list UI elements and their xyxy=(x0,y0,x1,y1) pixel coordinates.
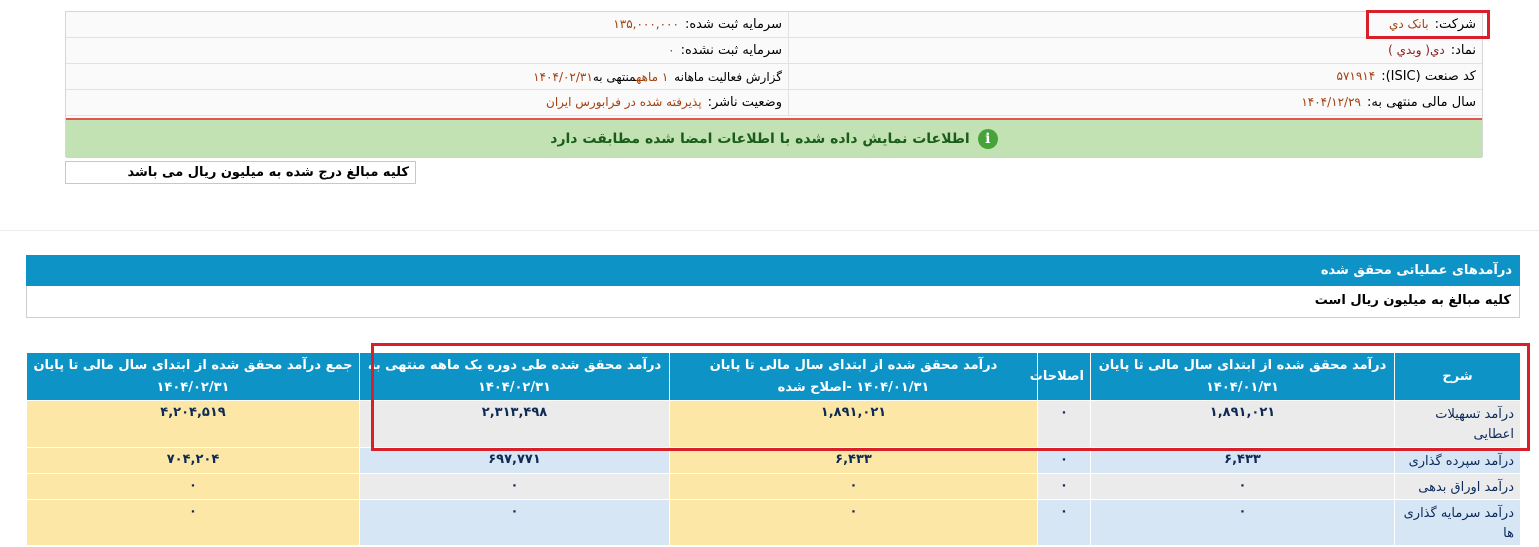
section-subtitle: کلیه مبالغ به میلیون ریال است xyxy=(26,286,1520,318)
section-divider xyxy=(0,230,1539,231)
header-revenue-adjusted: درآمد محقق شده از ابتدای سال مالی تا پایان ۱۴۰۴/۰۱/۳۱ -اصلاح شده xyxy=(670,353,1038,401)
symbol-link[interactable]: دي( وبدي ) xyxy=(1388,43,1445,57)
capital-cell xyxy=(66,12,789,38)
cell-value: ۰ xyxy=(1091,500,1395,546)
cell-value: ۰ xyxy=(27,474,360,500)
publisher-status-cell xyxy=(66,90,789,116)
cell-value: ۲,۳۱۳,۴۹۸ xyxy=(360,401,670,448)
report-cell xyxy=(66,64,789,90)
table-row xyxy=(27,500,1521,546)
cell-value: ۴,۲۰۴,۵۱۹ xyxy=(27,401,360,448)
cell-value: ۰ xyxy=(670,474,1038,500)
fiscal-year-cell xyxy=(789,90,1483,116)
cell-value: ۰ xyxy=(1038,474,1091,500)
row-description: درآمد تسهیلات اعطایی xyxy=(1395,401,1521,448)
info-icon: i xyxy=(978,129,998,149)
symbol-cell xyxy=(789,38,1483,64)
cell-value: ۶۹۷,۷۷۱ xyxy=(360,448,670,474)
table-row xyxy=(27,448,1521,474)
cell-value: ۶,۴۳۳ xyxy=(1091,448,1395,474)
row-description: درآمد سپرده گذاری xyxy=(1395,448,1521,474)
company-label: شرکت: xyxy=(1434,17,1476,32)
fiscal-year-value: ۱۴۰۴/۱۲/۲۹ xyxy=(1301,95,1361,109)
cell-value: ۰ xyxy=(1038,401,1091,448)
header-adjustments: اصلاحات xyxy=(1038,353,1091,401)
company-info-panel xyxy=(65,11,1483,157)
cell-value: ۰ xyxy=(1038,500,1091,546)
unregistered-capital-label: سرمایه ثبت نشده: xyxy=(680,43,782,58)
symbol-label: نماد: xyxy=(1450,43,1476,58)
report-date: ۱۴۰۴/۰۲/۳۱ xyxy=(533,69,593,84)
cell-value: ۰ xyxy=(670,500,1038,546)
header-revenue-one-month: درآمد محقق شده طی دوره یک ماهه منتهی به ۱۴۰۴/۰۲/۳۱ xyxy=(360,353,670,401)
report-suffix: منتهی به xyxy=(592,69,637,84)
isic-cell xyxy=(789,64,1483,90)
fiscal-year-label: سال مالی منتهی به: xyxy=(1366,95,1476,110)
isic-label: کد صنعت (ISIC): xyxy=(1381,69,1476,84)
unregistered-capital-value: ۰ xyxy=(668,43,675,57)
header-description: شرح xyxy=(1395,353,1521,401)
cell-value: ۶,۴۳۳ xyxy=(670,448,1038,474)
publisher-status-value: پذیرفته شده در فرابورس ایران xyxy=(546,95,702,109)
cell-value: ۱,۸۹۱,۰۲۱ xyxy=(670,401,1038,448)
verification-banner xyxy=(66,118,1482,158)
capital-value: ۱۳۵,۰۰۰,۰۰۰ xyxy=(613,17,679,31)
cell-value: ۰ xyxy=(360,500,670,546)
cell-value: ۰ xyxy=(1091,474,1395,500)
table-row xyxy=(27,474,1521,500)
header-revenue-total: جمع درآمد محقق شده از ابتدای سال مالی تا پایان ۱۴۰۴/۰۲/۳۱ xyxy=(27,353,360,401)
row-description: درآمد سرمایه گذاری ها xyxy=(1395,500,1521,546)
cell-value: ۱,۸۹۱,۰۲۱ xyxy=(1091,401,1395,448)
first-row-highlight-box xyxy=(371,343,1530,451)
cell-value: ۰ xyxy=(27,500,360,546)
cell-value: ۷۰۴,۲۰۴ xyxy=(27,448,360,474)
report-label: گزارش فعالیت ماهانه xyxy=(674,69,782,84)
report-period: ۱ ماهه xyxy=(636,69,669,84)
unregistered-capital-cell xyxy=(66,38,789,64)
company-highlight-box xyxy=(1366,10,1490,39)
capital-label: سرمایه ثبت شده: xyxy=(684,17,782,32)
section-title: درآمدهای عملیاتی محقق شده xyxy=(26,255,1520,286)
header-revenue-to-01-31: درآمد محقق شده از ابتدای سال مالی تا پایان ۱۴۰۴/۰۱/۳۱ xyxy=(1091,353,1395,401)
verification-text: اطلاعات نمایش داده شده با اطلاعات امضا شده مطابقت دارد xyxy=(550,131,970,147)
isic-value: ۵۷۱۹۱۴ xyxy=(1336,69,1376,83)
company-link[interactable]: بانک دي xyxy=(1388,17,1429,31)
unit-note: کلیه مبالغ درج شده به میلیون ریال می باشد xyxy=(65,161,416,184)
row-description: درآمد اوراق بدهی xyxy=(1395,474,1521,500)
publisher-status-label: وضعیت ناشر: xyxy=(707,95,782,110)
cell-value: ۰ xyxy=(360,474,670,500)
cell-value: ۰ xyxy=(1038,448,1091,474)
